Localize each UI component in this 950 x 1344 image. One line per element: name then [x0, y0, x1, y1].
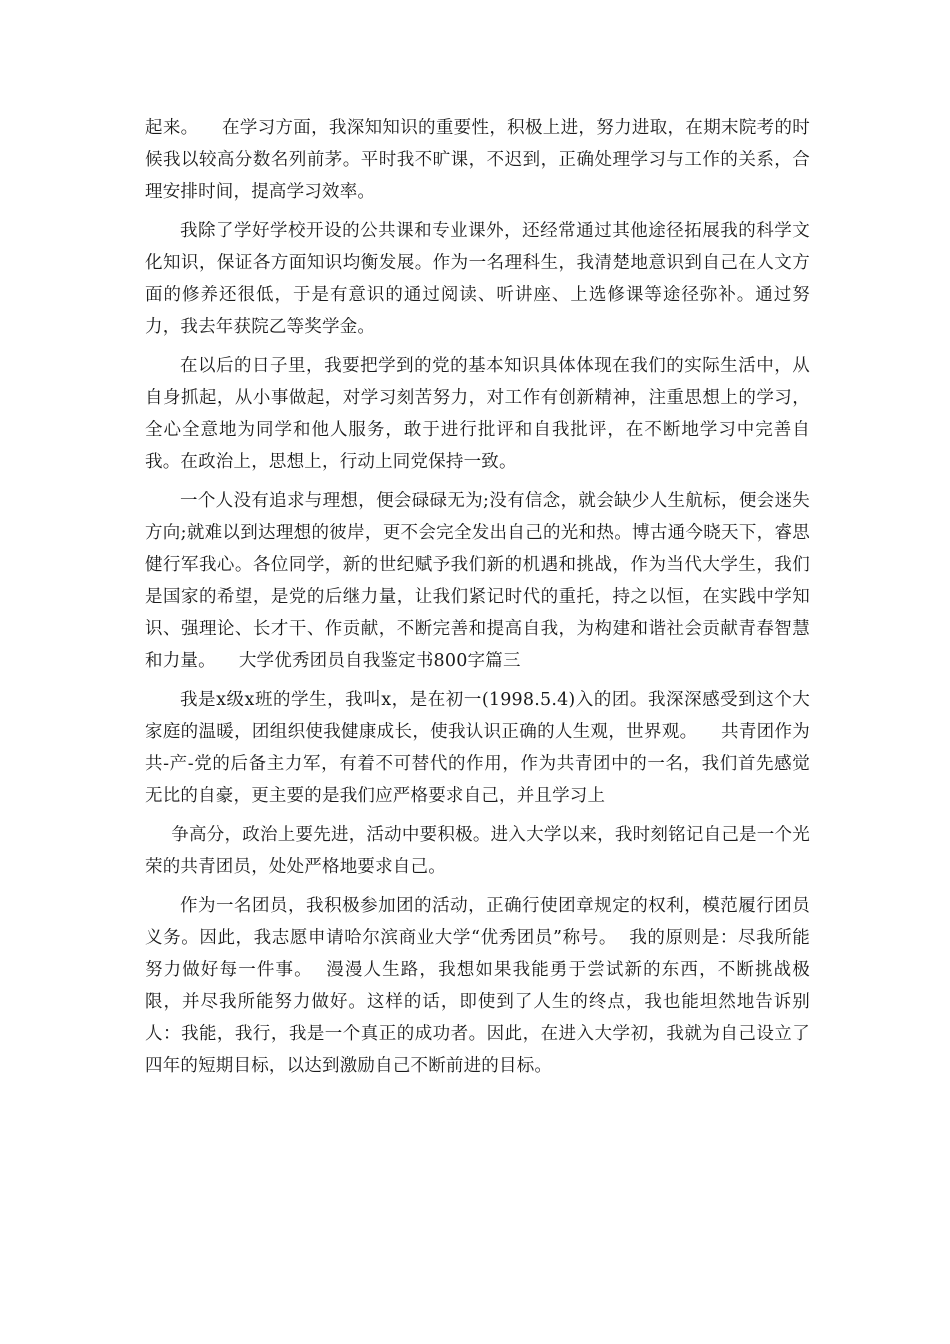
paragraph-3: 在以后的日子里，我要把学到的党的基本知识具体体现在我们的实际生活中，从自身抓起，从小事做起，对学习刻苦努力，对工作有创新精神，注重思想上的学习，全心全意地为同学和他人服务，敢于进行批评和自我批评，在不断地学习中完善自我。在政治上，思想上，行动上同党保持一致。 [145, 356, 810, 472]
paragraph-1: 起来。 在学习方面，我深知知识的重要性，积极上进，努力进取，在期末院考的时候我以较高分数名列前茅。平时我不旷课，不迟到，正确处理学习与工作的关系，合理安排时间，提高学习效率。 [145, 118, 810, 202]
paragraph-2: 我除了学好学校开设的公共课和专业课外，还经常通过其他途径拓展我的科学文化知识，保证各方面知识均衡发展。作为一名理科生，我清楚地意识到自己在人文方面的修养还很低，于是有意识的通过阅读、听讲座、上选修课等途径弥补。通过努力，我去年获院乙等奖学金。 [145, 221, 810, 337]
document-body [145, 112, 810, 1089]
paragraph-6: 争高分，政治上要先进，活动中要积极。进入大学以来，我时刻铭记自己是一个光荣的共青团员，处处严格地要求自己。 [145, 825, 810, 877]
paragraph-7: 作为一名团员，我积极参加团的活动，正确行使团章规定的权利，模范履行团员义务。因此，我志愿申请哈尔滨商业大学“优秀团员”称号。 我的原则是：尽我所能努力做好每一件事。 漫漫人生路，我想如果我能勇于尝试新的东西，不断挑战极限，并尽我所能努力做好。这样的话，即使到了人生的终点，我也能坦然地告诉别人：我能，我行，我是一个真正的成功者。因此，在进入大学初，我就为自己设立了四年的短期目标，以达到激励自己不断前进的目标。 [145, 896, 810, 1076]
paragraph-4: 一个人没有追求与理想，便会碌碌无为;没有信念，就会缺少人生航标，便会迷失方向;就难以到达理想的彼岸，更不会完全发出自己的光和热。博古通今晓天下，睿思健行军我心。各位同学，新的世纪赋予我们新的机遇和挑战，作为当代大学生，我们是国家的希望，是党的后继力量，让我们紧记时代的重托，持之以恒，在实践中学知识、强理论、长才干、作贡献，不断完善和提高自我，为构建和谐社会贡献青春智慧和力量。 大学优秀团员自我鉴定书800字篇三 [145, 491, 810, 671]
paragraph-5: 我是x级x班的学生，我叫x，是在初一(1998.5.4)入的团。我深深感受到这个大家庭的温暖，团组织使我健康成长，使我认识正确的人生观，世界观。 共青团作为共-产-党的后备主力军，有着不可替代的作用，作为共青团中的一名，我们首先感觉无比的自豪，更主要的是我们应严格要求自己，并且学习上 [145, 690, 810, 806]
